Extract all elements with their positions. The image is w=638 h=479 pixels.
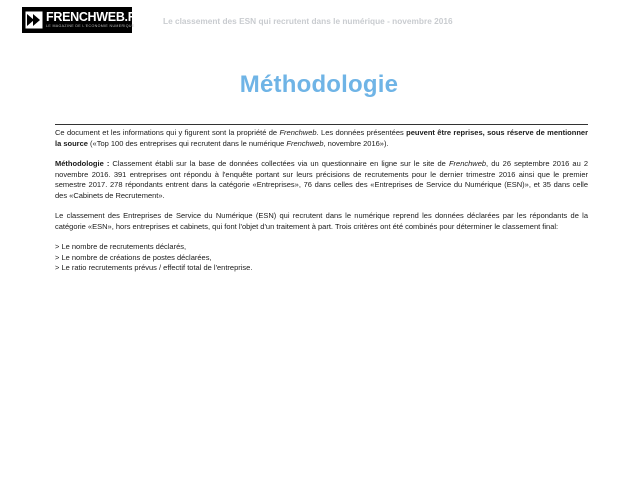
paragraph-ranking: Le classement des Entreprises de Service du Numérique (ESN) qui recrutent dans le numérique reprend les données déclarées par les répondants de la catégorie «ESN», hors entreprises et cabinets, qui font l'objet d'un traitement à part. Trois critères ont été combinés pour déterminer le classement final:	[55, 211, 588, 231]
paragraph1-bold: peuvent être reprises, sous réserve de mentionner la source	[55, 128, 588, 148]
paragraph-methodology	[55, 159, 588, 201]
frenchweb-logo-icon	[25, 11, 43, 29]
paragraph1-text-3: («Top 100 des entreprises qui recrutent dans le numérique	[87, 138, 287, 148]
title-divider	[55, 124, 588, 125]
criteria-item: > Le ratio recrutements prévus / effectif total de l'entreprise.	[55, 263, 253, 272]
logo-name: FRENCHWEB.FR	[46, 9, 144, 24]
header-title: Le classement des ESN qui recrutent dans le numérique - novembre 2016	[163, 16, 453, 26]
paragraph-copyright	[55, 128, 588, 149]
criteria-item: > Le nombre de créations de postes déclarées,	[55, 252, 212, 262]
paragraph1-frenchweb-2: Frenchweb	[286, 138, 324, 148]
criteria-list	[55, 242, 588, 274]
paragraph1-text-4: , novembre 2016»).	[323, 138, 389, 148]
frenchweb-logo	[22, 7, 144, 33]
document-body	[55, 128, 588, 274]
paragraph2-text-1: Classement établi sur la base de données collectées via un questionnaire en ligne sur le site de	[109, 159, 449, 168]
page-title: Méthodologie	[239, 71, 399, 98]
logo-tagline: LE MAGAZINE DE L'ECONOMIE NUMERIQUE	[46, 24, 135, 29]
paragraph1-frenchweb: Frenchweb	[279, 128, 317, 137]
criteria-item: > Le nombre de recrutements déclarés,	[55, 242, 187, 251]
paragraph1-text-2: . Les données présentées	[316, 128, 407, 137]
paragraph1-text-1: Ce document et les informations qui y figurent sont la propriété de	[55, 128, 280, 137]
methodology-label: Méthodologie :	[55, 159, 110, 168]
paragraph2-frenchweb: Frenchweb	[448, 159, 487, 168]
paragraph2-text-2: , du 26 septembre 2016 au 2 novembre 2016. 391 entreprises ont répondu à l'enquête portant sur leurs précisions de recrutements pour le dernier trimestre 2016 ainsi que le premier semestre 2017. 278 répondants entrent dans la catégorie «Entreprises», 76 dans celles des «Entreprises de Service du Numérique (ESN)», et 35 dans celle des «Cabinets de Recrutement».	[55, 159, 588, 200]
